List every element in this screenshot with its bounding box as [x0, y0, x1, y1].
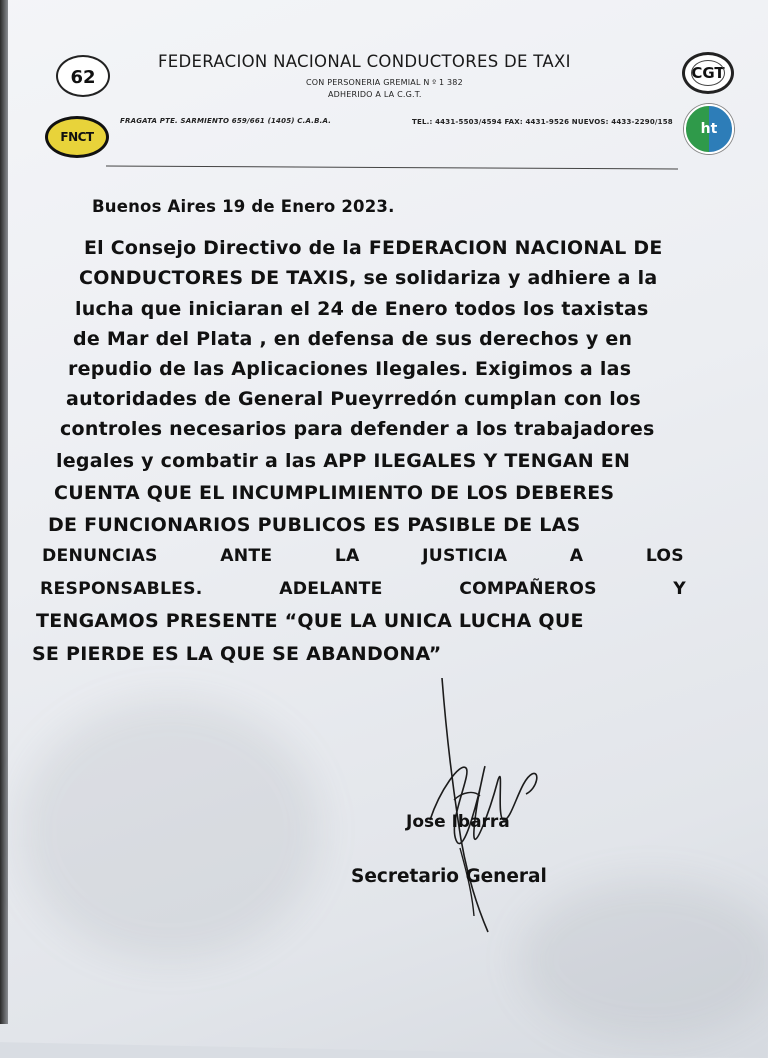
body-line: lucha que iniciaran el 24 de Enero todos los taxistas	[75, 298, 649, 320]
body-word: COMPAÑEROS	[459, 579, 597, 599]
body-word: DENUNCIAS	[42, 546, 158, 566]
desk-edge	[0, 0, 8, 1024]
logo-cgt-icon: CGT	[682, 52, 734, 94]
body-line: SE PIERDE ES LA QUE SE ABANDONA”	[32, 643, 442, 665]
body-line: repudio de las Aplicaciones Ilegales. Exigimos a las	[68, 358, 632, 380]
letterhead-phones: TEL.: 4431-5503/4594 FAX: 4431-9526 NUEVOS: 4433-2290/158	[412, 118, 673, 126]
letterhead-title: FEDERACION NACIONAL CONDUCTORES DE TAXI	[158, 52, 571, 71]
body-word: LA	[334, 546, 360, 566]
body-line	[40, 579, 686, 599]
body-word: ADELANTE	[279, 579, 383, 599]
body-word: JUSTICIA	[422, 546, 508, 566]
body-line: TENGAMOS PRESENTE “QUE LA UNICA LUCHA QUE	[36, 610, 584, 632]
body-line: CUENTA QUE EL INCUMPLIMIENTO DE LOS DEBERES	[54, 482, 615, 504]
body-line: CONDUCTORES DE TAXIS, se solidariza y adhiere a la	[79, 267, 658, 289]
logo-62-icon: 62	[56, 55, 110, 97]
body-line: DE FUNCIONARIOS PUBLICOS ES PASIBLE DE LAS	[48, 514, 581, 536]
body-word: ANTE	[220, 546, 273, 566]
body-word: Y	[673, 579, 686, 599]
body-word: A	[569, 546, 584, 566]
letterhead-adherido: ADHERIDO A LA C.G.T.	[328, 90, 422, 99]
logo-fnct-icon: FNCT	[45, 116, 109, 158]
body-line: El Consejo Directivo de la FEDERACION NACIONAL DE	[84, 237, 663, 259]
letterhead-address: FRAGATA PTE. SARMIENTO 659/661 (1405) C.A.B.A.	[120, 117, 332, 125]
signer-name: Jose Ibarra	[406, 812, 510, 832]
body-line: legales y combatir a las APP ILEGALES Y TENGAN EN	[56, 450, 631, 472]
logo-ht-icon: ht	[684, 104, 734, 154]
handwritten-signature	[400, 670, 560, 940]
body-word: LOS	[645, 546, 684, 566]
letter-date: Buenos Aires 19 de Enero 2023.	[92, 197, 395, 216]
letterhead-personeria: CON PERSONERIA GREMIAL N º 1 382	[306, 78, 463, 87]
signer-title: Secretario General	[351, 866, 547, 887]
body-line: controles necesarios para defender a los trabajadores	[60, 418, 655, 440]
body-line	[42, 546, 684, 566]
body-word: RESPONSABLES.	[40, 579, 203, 599]
body-line: autoridades de General Pueyrredón cumplan con los	[66, 388, 641, 410]
paper-shadow	[20, 700, 320, 960]
body-line: de Mar del Plata , en defensa de sus derechos y en	[73, 328, 633, 350]
